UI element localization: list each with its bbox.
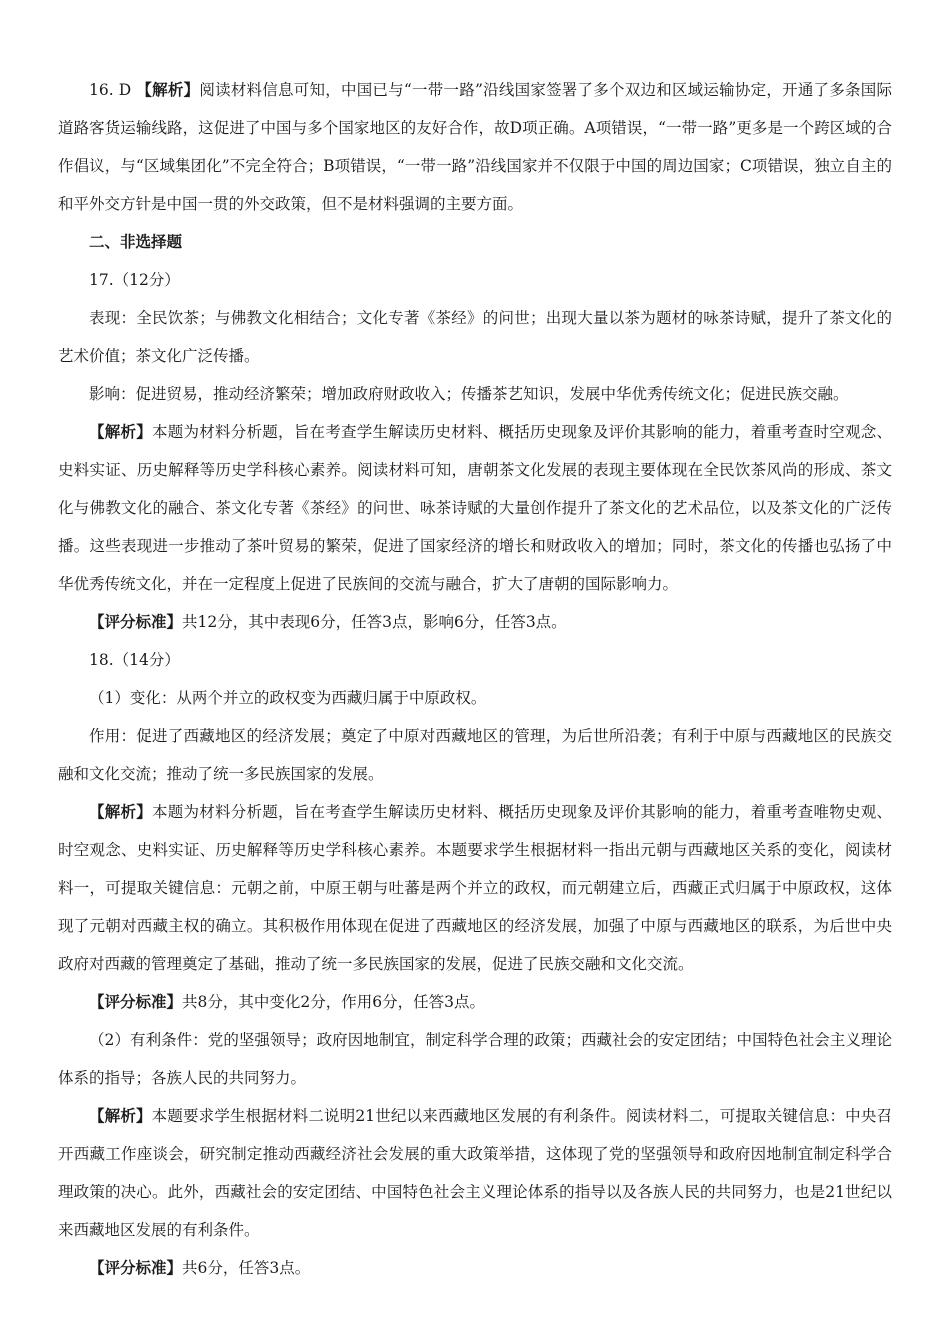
q18-p2-scoring-text: 共6分，任答3点。 (182, 1259, 311, 1277)
q18-p1-change: （1）变化：从两个并立的政权变为西藏归属于中原政权。 (89, 689, 487, 707)
q17-scoring-text: 共12分，其中表现6分，任答3点，影响6分，任答3点。 (182, 613, 567, 631)
q17-analysis-text: 本题为材料分析题，旨在考查学生解读历史材料、概括历史现象及评价其影响的能力，着重考查时空观念、史料实证、历史解释等历史学科核心素养。阅读材料可知，唐朝茶文化发展的表现主要体现在全民饮茶风尚的形成、茶文化与佛教文化的融合、茶文化专著《茶经》的问世、咏茶诗赋的大量创作提升了茶文化的艺术品位，以及茶文化的广泛传播。这些表现进一步推动了茶叶贸易的繁荣，促进了国家经济的增长和财政收入的增加；同时，茶文化的传播也弘扬了中华优秀传统文化，并在一定程度上促进了民族间的交流与融合，扩大了唐朝的国际影响力。 (58, 423, 892, 593)
q18-p1-role: 作用：促进了西藏地区的经济发展；奠定了中原对西藏地区的管理，为后世所沿袭；有利于中原与西藏地区的民族交融和文化交流；推动了统一多民族国家的发展。 (58, 727, 892, 783)
q17-analysis (58, 413, 892, 603)
q18-p2-scoring (58, 1249, 892, 1287)
q17-analysis-tag: 【解析】 (89, 423, 152, 441)
q18-label: 18.（14分） (89, 651, 180, 669)
q17-scoring (58, 603, 892, 641)
q18-p2-conditions: （2）有利条件：党的坚强领导；政府因地制宜，制定科学合理的政策；西藏社会的安定团结；中国特色社会主义理论体系的指导；各族人民的共同努力。 (58, 1031, 892, 1087)
q17-scoring-tag: 【评分标准】 (89, 613, 183, 631)
section-title: 二、非选择题 (89, 233, 183, 251)
q17-performance: 表现：全民饮茶；与佛教文化相结合；文化专著《茶经》的问世；出现大量以茶为题材的咏茶诗赋，提升了茶文化的艺术价值；茶文化广泛传播。 (58, 309, 892, 365)
q18-p2-analysis-text: 本题要求学生根据材料二说明21世纪以来西藏地区发展的有利条件。阅读材料二，可提取关键信息：中央召开西藏工作座谈会，研究制定推动西藏经济社会发展的重大政策举措，这体现了党的坚强领导和政府因地制宜制定科学合理政策的决心。此外，西藏社会的安定团结、中国特色社会主义理论体系的指导以及各族人民的共同努力，也是21世纪以来西藏地区发展的有利条件。 (58, 1107, 892, 1239)
q18-p2-scoring-tag: 【评分标准】 (89, 1259, 183, 1277)
q16-analysis-tag: 【解析】 (136, 81, 200, 99)
q18-p1-analysis-tag: 【解析】 (89, 803, 152, 821)
q18-p1-scoring-text: 共8分，其中变化2分，作用6分，任答3点。 (182, 993, 485, 1011)
q18-p1-scoring (58, 983, 892, 1021)
q18-p1-analysis (58, 793, 892, 983)
q18-p1-scoring-tag: 【评分标准】 (89, 993, 183, 1011)
q18-p1-analysis-text: 本题为材料分析题，旨在考查学生解读历史材料、概括历史现象及评价其影响的能力，着重考查唯物史观、时空观念、史料实证、历史解释等历史学科核心素养。本题要求学生根据材料一指出元朝与西藏地区关系的变化，阅读材料一，可提取关键信息：元朝之前，中原王朝与吐蕃是两个并立的政权，而元朝建立后，西藏正式归属于中原政权，这体现了元朝对西藏主权的确立。其积极作用体现在促进了西藏地区的经济发展，加强了中原与西藏地区的联系，为后世中央政府对西藏的管理奠定了基础，推动了统一多民族国家的发展，促进了民族交融和文化交流。 (58, 803, 892, 973)
q18-p2-analysis (58, 1097, 892, 1249)
q17-label: 17.（12分） (89, 271, 180, 289)
q17-impact: 影响：促进贸易，推动经济繁荣；增加政府财政收入；传播茶艺知识，发展中华优秀传统文化；促进民族交融。 (89, 385, 849, 403)
q18-p2-analysis-tag: 【解析】 (89, 1107, 152, 1125)
q16-label: 16. D (89, 81, 132, 99)
q16-analysis-text: 阅读材料信息可知，中国已与“一带一路”沿线国家签署了多个双边和区域运输协定，开通了多条国际道路客货运输线路，这促进了中国与多个国家地区的友好合作，故D项正确。A项错误，“一带一路”更多是一个跨区域的合作倡议，与“区域集团化”不完全符合；B项错误，“一带一路”沿线国家并不仅限于中国的周边国家；C项错误，独立自主的和平外交方针是中国一贯的外交政策，但不是材料强调的主要方面。 (58, 81, 892, 213)
q16-answer (58, 71, 892, 223)
